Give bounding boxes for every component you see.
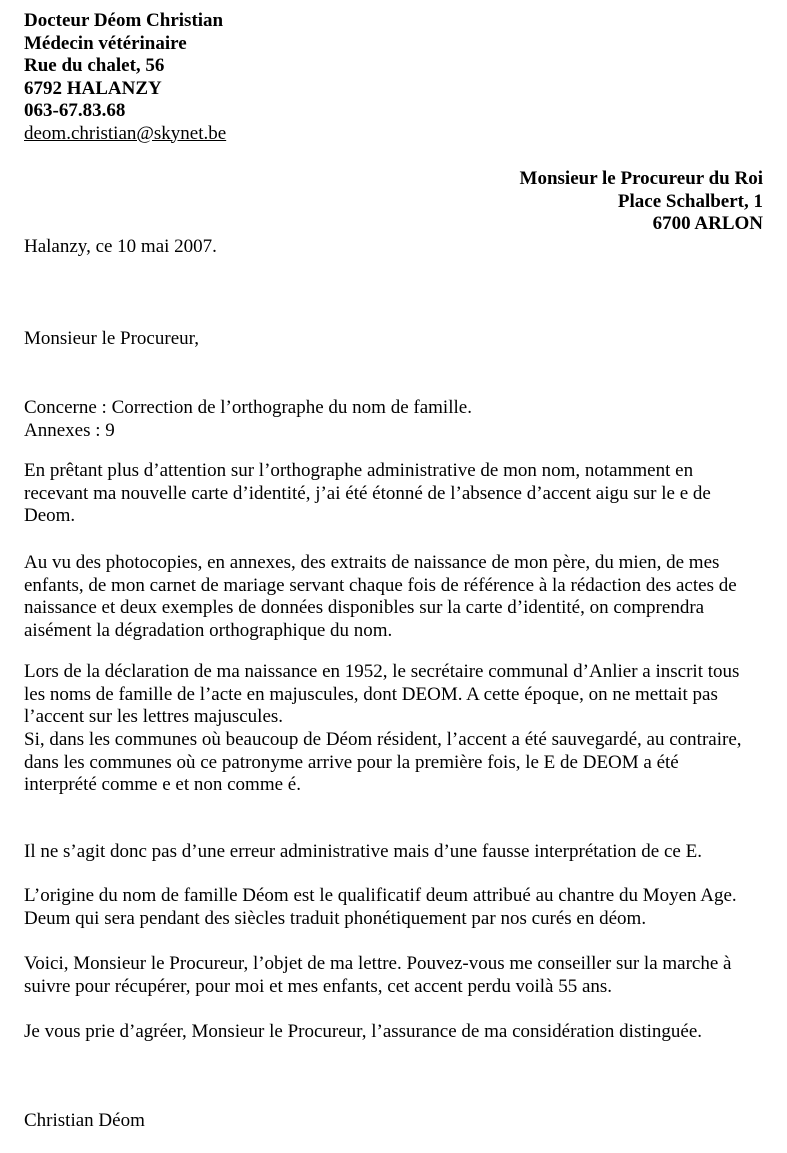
paragraph-3 xyxy=(24,661,769,729)
paragraph-4 xyxy=(24,729,769,797)
paragraph-5 xyxy=(24,841,769,864)
paragraph-line: Il ne s’agit donc pas d’une erreur administrative mais d’une fausse interprétation de ce E. xyxy=(24,841,702,862)
paragraph-line: Deom. xyxy=(24,505,76,526)
annexes-line: Annexes : 9 xyxy=(24,419,115,441)
signature: Christian Déom xyxy=(24,1110,145,1131)
sender-title: Médecin vétérinaire xyxy=(24,32,187,54)
paragraph-line: interprété comme e et non comme é. xyxy=(24,774,301,795)
sender-street: Rue du chalet, 56 xyxy=(24,55,165,76)
paragraph-line: En prêtant plus d’attention sur l’orthographe administrative de mon nom, notamment en xyxy=(24,460,694,481)
recipient-city: 6700 ARLON xyxy=(652,213,763,234)
paragraph-6 xyxy=(24,885,769,930)
closing-line: Je vous prie d’agréer, Monsieur le Procureur, l’assurance de ma considération distinguée. xyxy=(24,1021,703,1042)
paragraph-line: naissance et deux exemples de données disponibles sur la carte d’identité, on comprendra xyxy=(24,597,705,618)
paragraph-line: dans les communes où ce patronyme arrive pour la première fois, le E de DEOM a été xyxy=(24,751,679,773)
recipient-block xyxy=(520,168,763,236)
paragraph-line: recevant ma nouvelle carte d’identité, j’ai été étonné de l’absence d’accent aigu sur le e de xyxy=(24,482,711,504)
recipient-street: Place Schalbert, 1 xyxy=(617,190,763,212)
paragraph-line: aisément la dégradation orthographique du nom. xyxy=(24,619,393,641)
subject-block xyxy=(24,397,769,442)
recipient-name: Monsieur le Procureur du Roi xyxy=(519,168,763,189)
paragraph-line: suivre pour récupérer, pour moi et mes enfants, cet accent perdu voilà 55 ans. xyxy=(24,975,613,997)
paragraph-7 xyxy=(24,953,769,998)
paragraph-line: enfants, de mon carnet de mariage servant chaque fois de référence à la rédaction des actes de xyxy=(24,574,737,596)
paragraph-line: l’accent sur les lettres majuscules. xyxy=(24,706,284,727)
salutation: Monsieur le Procureur, xyxy=(24,328,199,349)
paragraph-line: Voici, Monsieur le Procureur, l’objet de ma lettre. Pouvez-vous me conseiller sur la marche à xyxy=(24,953,732,974)
paragraph-line: L’origine du nom de famille Déom est le qualificatif deum attribué au chantre du Moyen Age. xyxy=(24,885,737,906)
paragraph-1 xyxy=(24,460,769,528)
paragraph-line: Si, dans les communes où beaucoup de Déom résident, l’accent a été sauvegardé, au contraire, xyxy=(24,729,742,750)
paragraph-2 xyxy=(24,552,769,642)
sender-city: 6792 HALANZY xyxy=(24,77,162,99)
paragraph-line: Lors de la déclaration de ma naissance en 1952, le secrétaire communal d’Anlier a inscrit tous xyxy=(24,661,740,682)
date-line: Halanzy, ce 10 mai 2007. xyxy=(24,236,217,257)
sender-email-link[interactable]: deom.christian@skynet.be xyxy=(24,122,227,144)
paragraph-line: les noms de famille de l’acte en majuscules, dont DEOM. A cette époque, on ne mettait pas xyxy=(24,683,718,705)
sender-name: Docteur Déom Christian xyxy=(24,10,224,31)
paragraph-8 xyxy=(24,1021,769,1044)
subject-line: Concerne : Correction de l’orthographe du nom de famille. xyxy=(24,397,472,418)
paragraph-line: Deum qui sera pendant des siècles traduit phonétiquement par nos curés en déom. xyxy=(24,907,647,929)
sender-phone: 063-67.83.68 xyxy=(24,100,126,121)
paragraph-line: Au vu des photocopies, en annexes, des extraits de naissance de mon père, du mien, de mes xyxy=(24,552,720,573)
sender-block xyxy=(24,10,226,145)
